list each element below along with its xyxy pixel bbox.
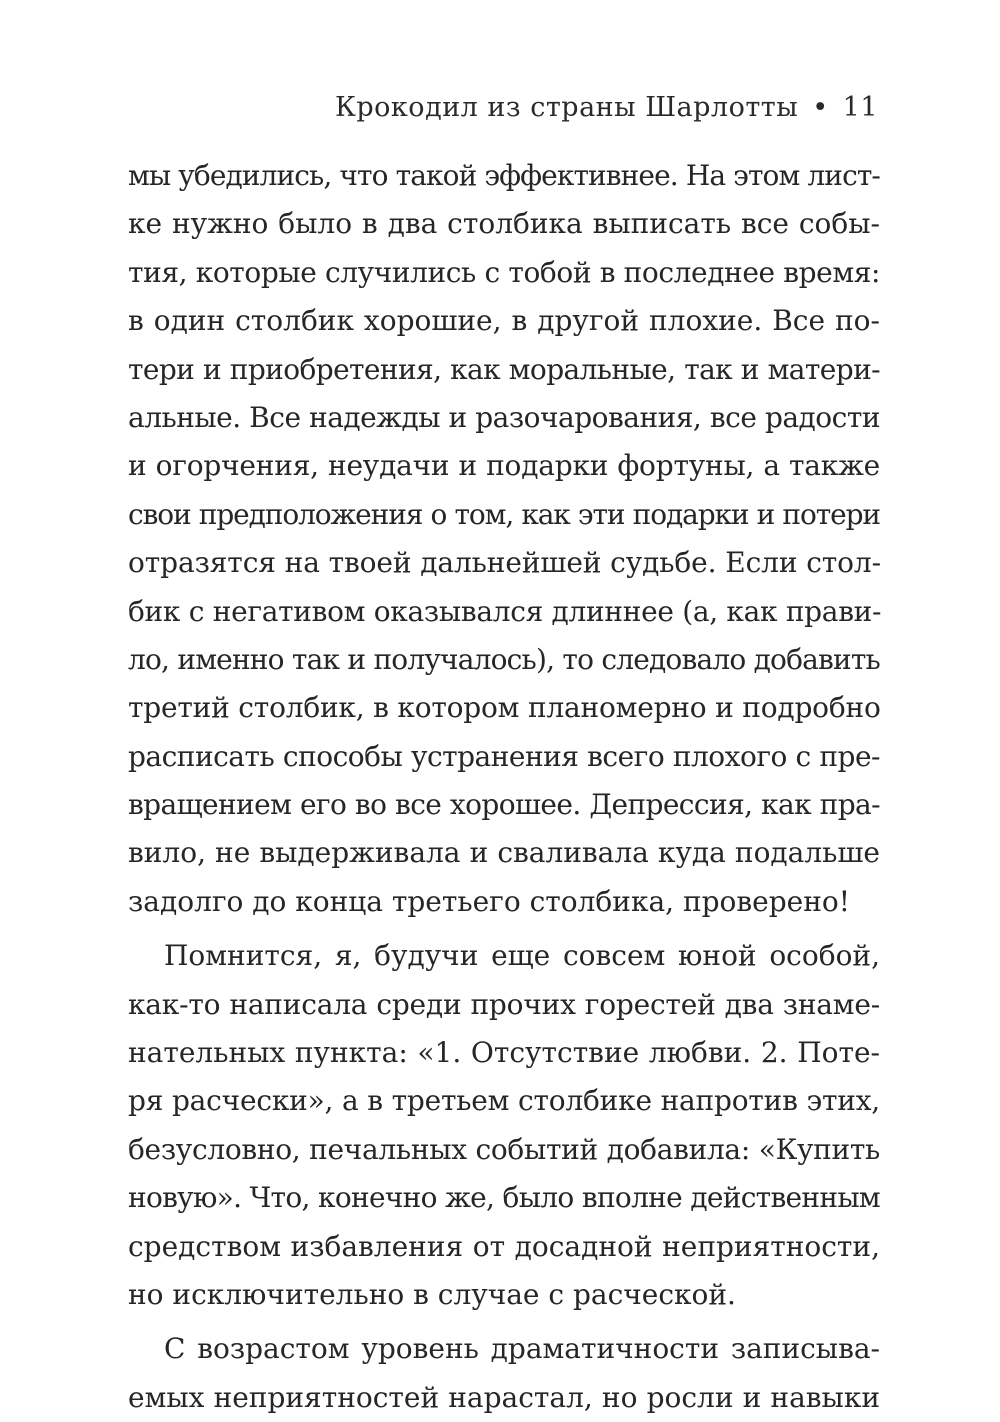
text-line: емых неприятностей нарастал, но росли и навыки [128, 1380, 880, 1414]
text-line: и огорчения, неудачи и подарки фортуны, а также [128, 449, 880, 483]
text-line: как-то написала среди прочих горестей два знаме- [128, 987, 880, 1021]
text-line: тери и приобретения, как моральные, так и матери- [128, 352, 880, 386]
text-line: ло, именно так и получалось), то следовало добавить [128, 642, 880, 676]
text-line: вращением его во все хорошее. Депрессия, как пра- [128, 788, 880, 822]
text-line: третий столбик, в котором планомерно и подробно [128, 691, 881, 725]
text-line: в один столбик хорошие, в другой плохие. Все по- [128, 304, 880, 338]
text-line: ке нужно было в два столбика выписать все собы- [128, 207, 880, 241]
page-number: 11 [842, 92, 878, 123]
text-line: вило, не выдерживала и сваливала куда подальше [128, 836, 880, 870]
text-line: безусловно, печальных событий добавила: «Купить [128, 1132, 880, 1166]
text-line: альные. Все надежды и разочарования, все радости [128, 400, 880, 434]
text-line: но исключительно в случае с расческой. [128, 1277, 736, 1311]
header-separator: • [812, 92, 829, 123]
text-line: средством избавления от досадной неприятности, [128, 1229, 880, 1263]
text-line: новую». Что, конечно же, было вполне действенным [128, 1181, 880, 1215]
text-line: Помнится, я, будучи еще совсем юной особой, [164, 939, 880, 973]
text-line: С возрастом уровень драматичности записыва- [164, 1332, 880, 1366]
running-header [128, 88, 878, 128]
text-line: мы убедились, что такой эффективнее. На этом лист- [128, 159, 880, 192]
text-line: расписать способы устранения всего плохого с пре- [128, 739, 880, 773]
body-text [128, 152, 880, 1422]
text-line: бик с негативом оказывался длиннее (а, как прави- [128, 594, 882, 628]
text-line: отразятся на твоей дальнейшей судьбе. Если стол- [128, 546, 881, 580]
text-line: свои предположения о том, как эти подарки и потери [128, 497, 880, 531]
book-title: Крокодил из страны Шарлотты [335, 92, 799, 123]
text-line: задолго до конца третьего столбика, проверено! [128, 884, 850, 918]
text-line: ря расчески», а в третьем столбике напротив этих, [128, 1084, 880, 1118]
text-line: нательных пункта: «1. Отсутствие любви. 2. Поте- [128, 1036, 880, 1070]
text-line: тия, которые случились с тобой в последнее время: [128, 255, 880, 289]
